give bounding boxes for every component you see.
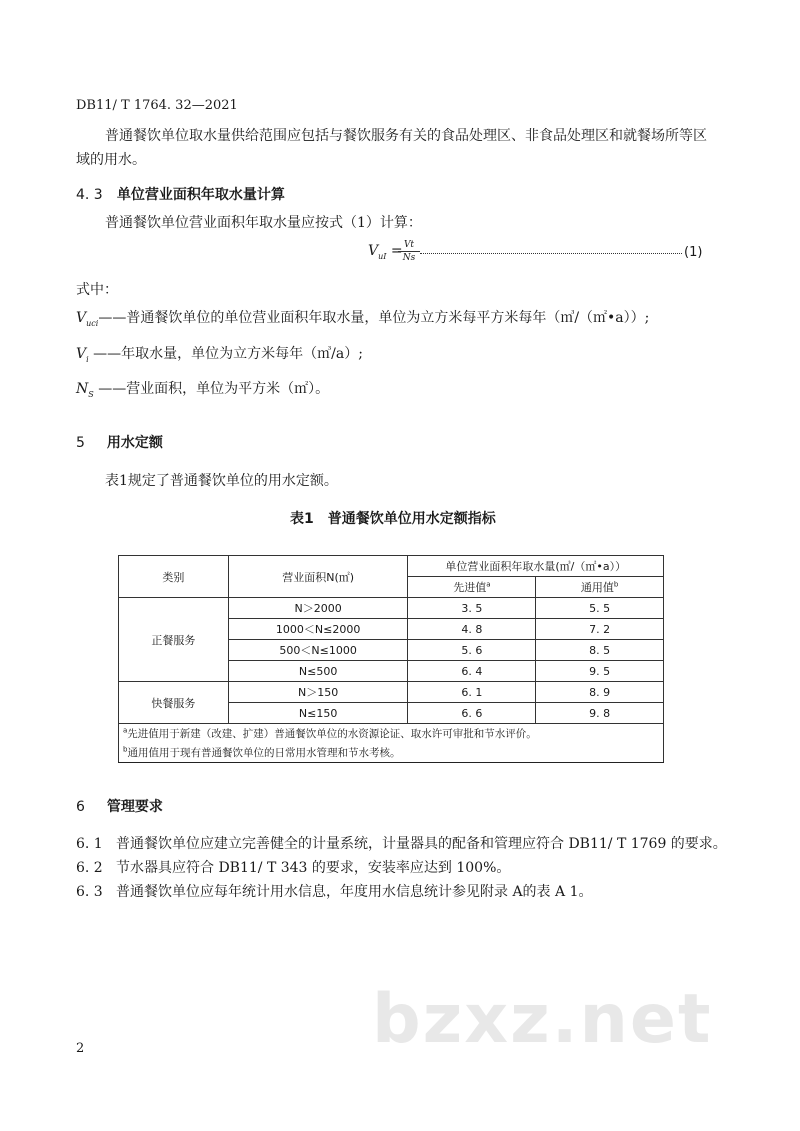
cell-area: N＞150 [228, 682, 408, 703]
header-general: 通用值$^b$ [536, 577, 664, 598]
cell-advanced: 6. 6 [408, 703, 536, 724]
intro-line-2: 域的用水。 [76, 152, 146, 168]
where-label: 式中： [76, 282, 118, 298]
table-row [119, 682, 664, 703]
formula-leader-dots [420, 253, 682, 254]
cell-general: 8. 5 [536, 640, 664, 661]
clause-6-1: 6. 1 普通餐饮单位应建立完善健全的计量系统，计量器具的配备和管理应符合 DB11/ T 1769 的要求。 [76, 836, 727, 852]
section-title: 管理要求 [106, 799, 163, 815]
cell-area: 500＜N≤1000 [228, 640, 408, 661]
cell-advanced: 3. 5 [408, 598, 536, 619]
watermark: bzxz.net [372, 980, 713, 1059]
cell-general: 7. 2 [536, 619, 664, 640]
clause-6-3: 6. 3 普通餐饮单位应每年统计用水信息，年度用水信息统计参见附录 A的表 A 1。 [76, 884, 593, 900]
water-quota-table [118, 555, 664, 763]
table-header-row [119, 556, 664, 577]
section-5-text: 表1规定了普通餐饮单位的用水定额。 [105, 473, 338, 489]
section-number: 4. 3 [76, 187, 103, 203]
header-advanced: 先进值$^a$ [408, 577, 536, 598]
table-note-a: $^a$先进值用于新建（改建、扩建）普通餐饮单位的水资源论证、取水许可审批和节水评价。 [119, 724, 664, 744]
cell-general: 8. 9 [536, 682, 664, 703]
formula-fraction: Vt Ns [398, 240, 420, 263]
table-note-row [119, 743, 664, 763]
section-5-heading [76, 432, 163, 452]
formula-lhs: $V_{uI}$ = [368, 243, 403, 261]
group-formal-dining: 正餐服务 [119, 598, 229, 682]
doc-code: DB11/ T 1764. 32—2021 [76, 98, 238, 113]
table-title: 表1 普通餐饮单位用水定额指标 [290, 511, 496, 527]
cell-general: 9. 5 [536, 661, 664, 682]
section-number: 6 [76, 799, 85, 815]
table-note-row [119, 724, 664, 744]
cell-general: 9. 8 [536, 703, 664, 724]
cell-advanced: 6. 4 [408, 661, 536, 682]
intro-line-1: 普通餐饮单位取水量供给范围应包括与餐饮服务有关的食品处理区、非食品处理区和就餐场所等区 [105, 128, 707, 144]
section-4-3-heading [76, 184, 285, 204]
variable-ns: $N_S$ ——营业面积，单位为平方米（㎡）。 [76, 381, 330, 399]
table-note-b: $^b$通用值用于现有普通餐饮单位的日常用水管理和节水考核。 [119, 743, 664, 763]
section-4-3-text: 普通餐饮单位营业面积年取水量应按式（1）计算： [105, 215, 422, 231]
section-title: 用水定额 [106, 435, 163, 451]
table-row [119, 598, 664, 619]
cell-area: N≤500 [228, 661, 408, 682]
cell-area: N≤150 [228, 703, 408, 724]
variable-vi: $V_i$ ——年取水量，单位为立方米每年（㎥/a）; [76, 346, 363, 364]
section-title: 单位营业面积年取水量计算 [116, 187, 285, 203]
formula-number: (1) [684, 245, 703, 260]
header-quota: 单位营业面积年取水量(㎥/（㎡•a）） [408, 556, 664, 577]
cell-area: 1000＜N≤2000 [228, 619, 408, 640]
section-number: 5 [76, 435, 85, 451]
cell-area: N＞2000 [228, 598, 408, 619]
cell-advanced: 4. 8 [408, 619, 536, 640]
variable-vuci: $V_{uci}——$普通餐饮单位的单位营业面积年取水量，单位为立方米每平方米每年（㎥/（㎡•a））; [76, 310, 650, 328]
cell-advanced: 6. 1 [408, 682, 536, 703]
header-area: 营业面积N(㎡) [228, 556, 408, 598]
page-number: 2 [76, 1041, 85, 1056]
section-6-heading [76, 796, 163, 816]
header-category: 类别 [119, 556, 229, 598]
cell-advanced: 5. 6 [408, 640, 536, 661]
clause-6-2: 6. 2 节水器具应符合 DB11/ T 343 的要求，安装率应达到 100%。 [76, 860, 511, 876]
group-fast-food: 快餐服务 [119, 682, 229, 724]
cell-general: 5. 5 [536, 598, 664, 619]
